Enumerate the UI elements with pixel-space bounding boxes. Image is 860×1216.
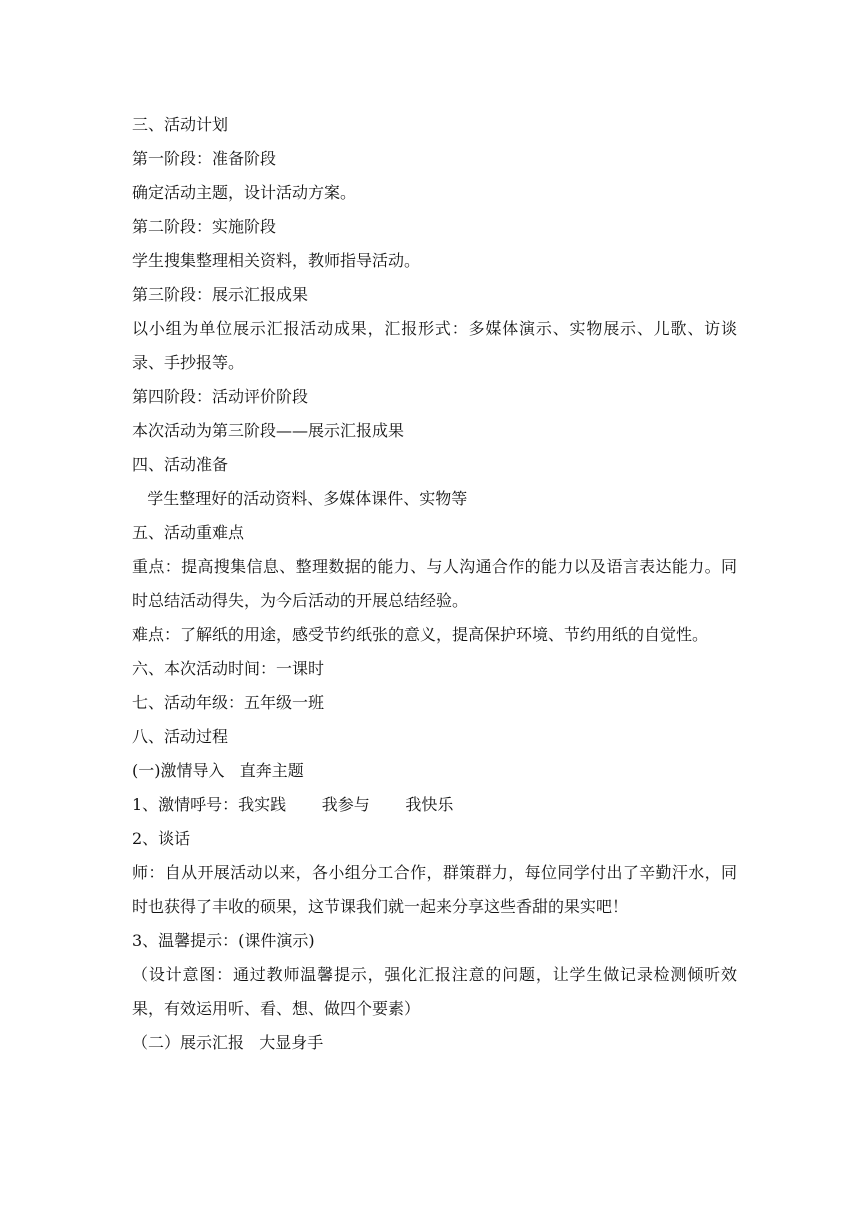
difficult-point-text: 难点：了解纸的用途，感受节约纸张的意义，提高保护环境、节约用纸的自觉性。 xyxy=(132,625,709,644)
section-heading-activity-plan: 三、活动计划 xyxy=(132,115,229,134)
reminder-heading: 3、温馨提示：(课件演示) xyxy=(132,931,315,950)
stage-three-text: 以小组为单位展示汇报活动成果，汇报形式：多媒体演示、实物展示、儿歌、访谈录、手抄报等。 xyxy=(132,319,737,372)
talk-heading: 2、谈话 xyxy=(132,829,191,848)
stage-one-text: 确定活动主题，设计活动方案。 xyxy=(132,183,357,202)
stage-four-heading: 第四阶段：活动评价阶段 xyxy=(132,387,309,406)
slogan-text: 1、激情呼号：我实践 我参与 我快乐 xyxy=(132,795,454,814)
key-point-text: 重点：提高搜集信息、整理数据的能力、与人沟通合作的能力以及语言表达能力。同时总结活动得失，为今后活动的开展总结经验。 xyxy=(132,557,737,610)
stage-three-heading: 第三阶段：展示汇报成果 xyxy=(132,285,309,304)
current-stage-text: 本次活动为第三阶段——展示汇报成果 xyxy=(132,421,405,440)
design-intent-text: （设计意图：通过教师温馨提示，强化汇报注意的问题，让学生做记录检测倾听效果，有效运用听、看、想、做四个要素） xyxy=(132,965,737,1018)
preparation-text: 学生整理好的活动资料、多媒体课件、实物等 xyxy=(132,489,468,508)
stage-one-heading: 第一阶段：准备阶段 xyxy=(132,149,277,168)
section-heading-activity-time: 六、本次活动时间：一课时 xyxy=(132,659,325,678)
stage-two-heading: 第二阶段：实施阶段 xyxy=(132,217,277,236)
section-heading-key-points: 五、活动重难点 xyxy=(132,523,245,542)
section-heading-process: 八、活动过程 xyxy=(132,727,229,746)
process-step-report-heading: （二）展示汇报 大显身手 xyxy=(132,1033,324,1052)
section-heading-preparation: 四、活动准备 xyxy=(132,455,229,474)
document-body xyxy=(132,108,737,1060)
section-heading-grade: 七、活动年级：五年级一班 xyxy=(132,693,325,712)
teacher-talk-text: 师：自从开展活动以来，各小组分工合作，群策群力，每位同学付出了辛勤汗水，同时也获得了丰收的硕果，这节课我们就一起来分享这些香甜的果实吧！ xyxy=(132,863,737,916)
stage-two-text: 学生搜集整理相关资料，教师指导活动。 xyxy=(132,251,421,270)
process-step-intro-heading: (一)激情导入 直奔主题 xyxy=(132,761,304,780)
